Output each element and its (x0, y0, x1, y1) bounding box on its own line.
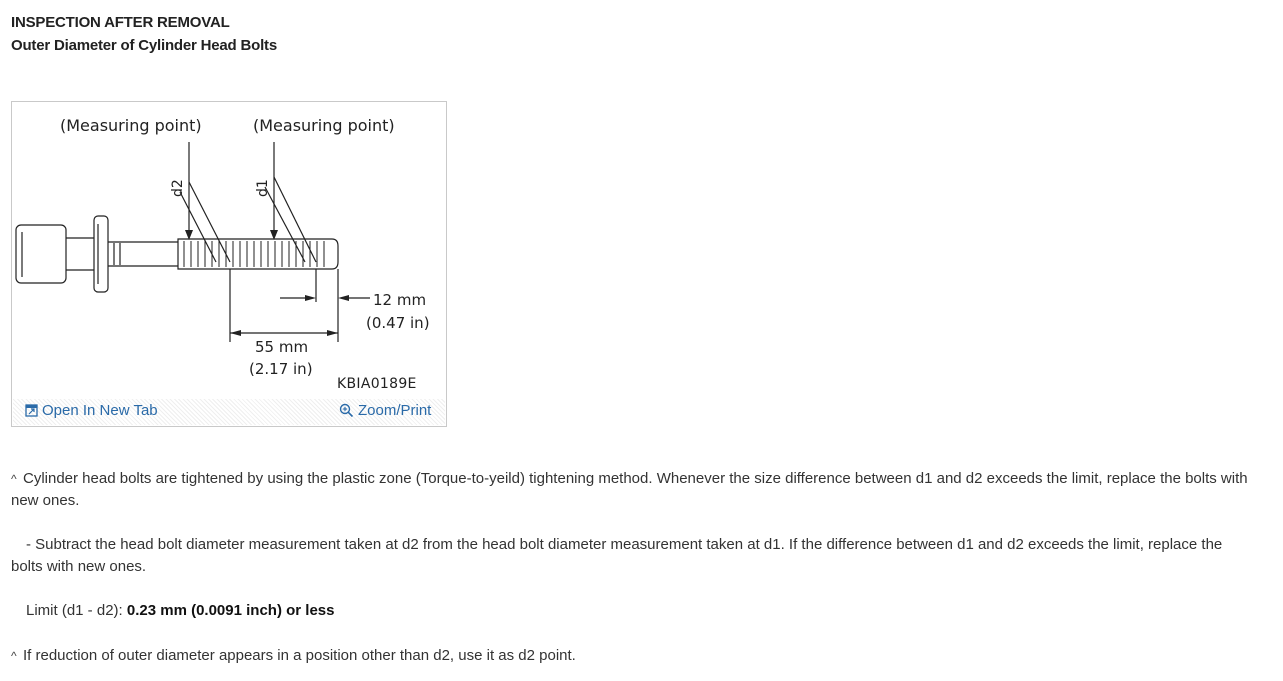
zoom-print-label: Zoom/Print (358, 402, 432, 419)
paragraph-subtract (11, 534, 1251, 578)
measuring-point-label-left: (Measuring point) (60, 116, 202, 135)
dim-217in: (2.17 in) (249, 360, 313, 378)
section-title: INSPECTION AFTER REMOVAL (11, 14, 230, 31)
paragraph-text: Cylinder head bolts are tightened by using the plastic zone (Torque-to-yeild) tightening method. Whenever the size difference between d1 and d2 exceeds the limit, replace the bolts with new ones. (11, 470, 1248, 509)
limit-value: 0.23 mm (0.0091 inch) or less (126, 602, 335, 619)
d2-label: d2 (170, 179, 186, 197)
paragraph-limit (11, 600, 1251, 622)
figure-footer (13, 399, 445, 425)
dim-55mm: 55 mm (255, 338, 309, 356)
open-new-tab-link[interactable] (25, 402, 158, 419)
limit-label: Limit (d1 - d2): (26, 602, 127, 619)
dim-047in: (0.47 in) (366, 314, 430, 332)
d1-label: d1 (255, 179, 271, 197)
zoom-icon (339, 403, 354, 418)
open-new-tab-icon (25, 404, 38, 417)
measuring-point-label-right: (Measuring point) (253, 116, 395, 135)
dim-12mm: 12 mm (373, 291, 427, 309)
figure-container (11, 101, 447, 427)
figure-code: KBIA0189E (337, 376, 417, 392)
paragraph-torque-method (11, 468, 1251, 512)
zoom-print-link[interactable] (339, 402, 431, 419)
paragraph-reduction (11, 645, 1251, 667)
bullet-caret: ^ (11, 472, 17, 486)
open-new-tab-label: Open In New Tab (42, 402, 158, 419)
bullet-caret: ^ (11, 649, 17, 663)
section-subtitle: Outer Diameter of Cylinder Head Bolts (11, 37, 277, 54)
paragraph-text: If reduction of outer diameter appears in a position other than d2, use it as d2 point. (23, 647, 576, 664)
paragraph-text: - Subtract the head bolt diameter measurement taken at d2 from the head bolt diameter measurement taken at d1. If the difference between d1 and d2 exceeds the limit, replace the bolts with new ones. (11, 536, 1223, 575)
